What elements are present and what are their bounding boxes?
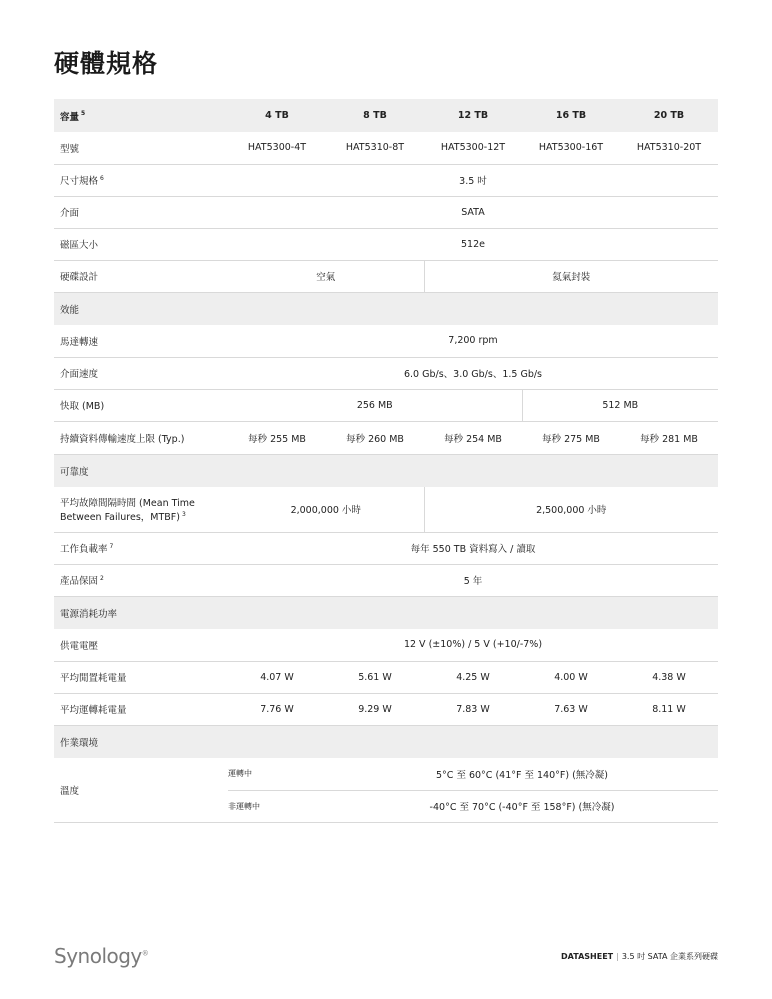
mtbf-label: 平均故障間隔時間 (Mean Time Between Failures，MTBF) $^3$ — [54, 487, 228, 532]
model-label: 型號 — [54, 132, 228, 164]
footnote-marker: 5 — [81, 110, 86, 118]
mtbf-value-2-5m: 2,500,000 小時 — [424, 487, 718, 532]
workload-label: 工作負載率 $^7$ — [54, 532, 228, 564]
form-factor-value: 3.5 吋 — [228, 164, 718, 196]
section-title: 效能 — [54, 292, 718, 325]
doc-type: DATASHEET — [561, 952, 614, 961]
workload-value: 每年 550 TB 資料寫入 / 讀取 — [228, 532, 718, 564]
interface-speed-value: 6.0 Gb/s、3.0 Gb/s、1.5 Gb/s — [228, 357, 718, 389]
operating-temperature-value: 5°C 至 60°C (41°F 至 140°F) (無冷凝) — [326, 758, 718, 790]
model-value: HAT5310-20T — [620, 132, 718, 164]
interface-value: SATA — [228, 196, 718, 228]
operating-label: 運轉中 — [228, 758, 326, 790]
form-factor-label: 尺寸規格 $^6$ — [54, 164, 228, 196]
model-value: HAT5300-4T — [228, 132, 326, 164]
disk-design-air: 空氣 — [228, 260, 424, 292]
form-factor-row — [54, 164, 718, 196]
section-reliability — [54, 454, 718, 487]
mtbf-value-2m: 2,000,000 小時 — [228, 487, 424, 532]
temperature-label-cell — [54, 758, 228, 823]
doc-title: 3.5 吋 SATA 企業系列硬碟 — [621, 952, 718, 961]
cache-value-512: 512 MB — [522, 389, 718, 421]
model-row — [54, 132, 718, 164]
active-power-value: 9.29 W — [326, 693, 424, 725]
non-operating-label: 非運轉中 — [228, 790, 326, 822]
footnote-marker: 2 — [100, 574, 104, 582]
footer-separator: | — [616, 952, 619, 961]
supply-voltage-label: 供電電壓 — [54, 629, 228, 661]
model-value: HAT5300-16T — [522, 132, 620, 164]
spec-table — [54, 99, 718, 823]
capacity-4tb: 4 TB — [228, 99, 326, 132]
idle-power-value: 4.38 W — [620, 661, 718, 693]
capacity-label: 容量 $^5$ — [54, 99, 228, 132]
section-environment — [54, 725, 718, 758]
active-power-value: 8.11 W — [620, 693, 718, 725]
footnote-marker: 7 — [109, 542, 114, 550]
capacity-header-row — [54, 99, 718, 132]
transfer-rate-row — [54, 421, 718, 454]
idle-power-label: 平均閒置耗電量 — [54, 661, 228, 693]
supply-voltage-value: 12 V (±10%) / 5 V (+10/-7%) — [228, 629, 718, 661]
disk-design-label: 硬碟設計 — [54, 260, 228, 292]
section-title: 電源消耗功率 — [54, 596, 718, 629]
workload-row — [54, 532, 718, 564]
interface-speed-label: 介面速度 — [54, 357, 228, 389]
registered-mark-icon: ® — [141, 949, 149, 958]
temperature-operating-row — [54, 758, 718, 790]
capacity-16tb: 16 TB — [522, 99, 620, 132]
active-power-label: 平均運轉耗電量 — [54, 693, 228, 725]
idle-power-value: 5.61 W — [326, 661, 424, 693]
disk-design-helium: 氦氣封裝 — [424, 260, 718, 292]
capacity-8tb: 8 TB — [326, 99, 424, 132]
rpm-value: 7,200 rpm — [228, 325, 718, 357]
section-performance — [54, 292, 718, 325]
transfer-rate-value: 每秒 260 MB — [326, 421, 424, 454]
mtbf-row — [54, 487, 718, 532]
temperature-label: 溫度 — [60, 786, 80, 797]
section-power — [54, 596, 718, 629]
active-power-value: 7.76 W — [228, 693, 326, 725]
section-title: 作業環境 — [54, 725, 718, 758]
warranty-value: 5 年 — [228, 564, 718, 596]
section-title: 可靠度 — [54, 454, 718, 487]
rpm-label: 馬達轉速 — [54, 325, 228, 357]
footnote-marker: 6 — [100, 174, 104, 182]
sector-size-row — [54, 228, 718, 260]
non-operating-temperature-value: -40°C 至 70°C (-40°F 至 158°F) (無冷凝) — [326, 790, 718, 822]
cache-row — [54, 389, 718, 421]
sector-size-value: 512e — [228, 228, 718, 260]
interface-speed-row — [54, 357, 718, 389]
model-value: HAT5300-12T — [424, 132, 522, 164]
transfer-rate-value: 每秒 254 MB — [424, 421, 522, 454]
interface-row — [54, 196, 718, 228]
capacity-20tb: 20 TB — [620, 99, 718, 132]
capacity-12tb: 12 TB — [424, 99, 522, 132]
cache-value-256: 256 MB — [228, 389, 522, 421]
footnote-marker: 3 — [181, 511, 186, 519]
footer-doc-info — [561, 951, 718, 962]
interface-label: 介面 — [54, 196, 228, 228]
transfer-rate-value: 每秒 275 MB — [522, 421, 620, 454]
warranty-label: 產品保固 $^2$ — [54, 564, 228, 596]
active-power-value: 7.63 W — [522, 693, 620, 725]
transfer-rate-value: 每秒 281 MB — [620, 421, 718, 454]
model-value: HAT5310-8T — [326, 132, 424, 164]
active-power-value: 7.83 W — [424, 693, 522, 725]
cache-label: 快取 (MB) — [54, 389, 228, 421]
page-title: 硬體規格 — [54, 49, 159, 78]
disk-design-row — [54, 260, 718, 292]
warranty-row — [54, 564, 718, 596]
idle-power-value: 4.25 W — [424, 661, 522, 693]
idle-power-value: 4.07 W — [228, 661, 326, 693]
transfer-rate-label: 持續資料傳輸速度上限 (Typ.) — [54, 421, 228, 454]
transfer-rate-value: 每秒 255 MB — [228, 421, 326, 454]
supply-voltage-row — [54, 629, 718, 661]
idle-power-value: 4.00 W — [522, 661, 620, 693]
idle-power-row — [54, 661, 718, 693]
rpm-row — [54, 325, 718, 357]
synology-logo: Synology® — [54, 944, 149, 968]
sector-size-label: 磁區大小 — [54, 228, 228, 260]
active-power-row — [54, 693, 718, 725]
